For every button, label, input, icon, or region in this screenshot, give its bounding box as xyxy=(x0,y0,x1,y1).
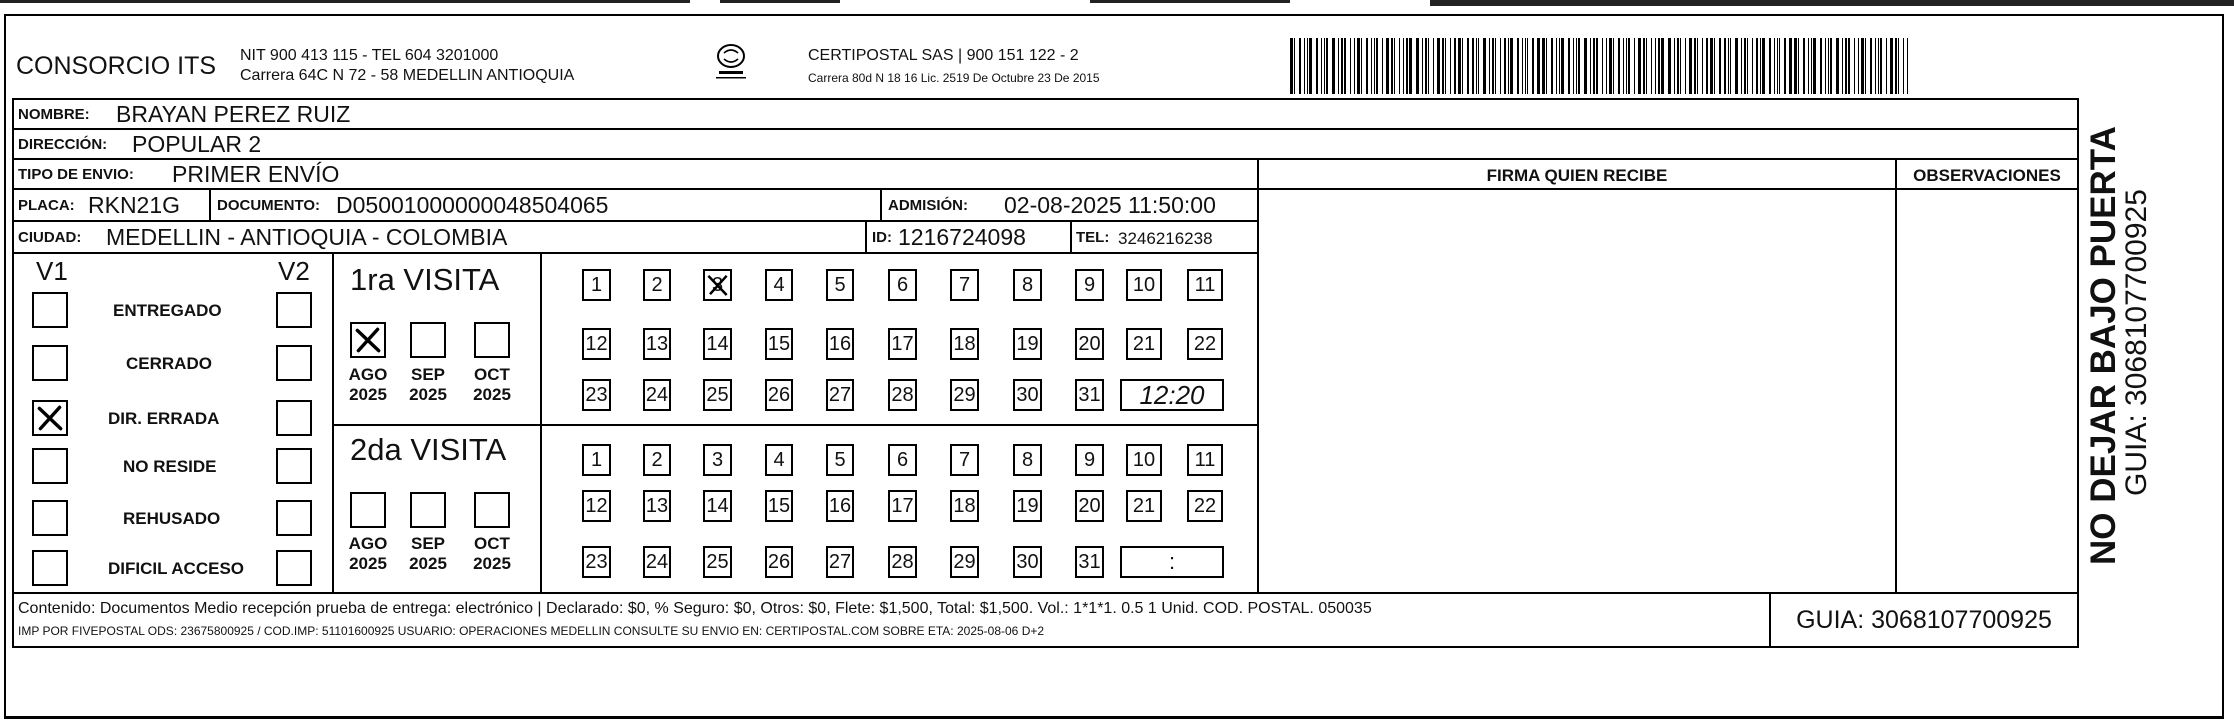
company-name: CONSORCIO ITS xyxy=(16,52,217,80)
day-box[interactable]: 2 xyxy=(643,444,671,476)
row-direccion xyxy=(12,128,2079,160)
day-box[interactable]: 31 xyxy=(1075,546,1104,578)
first-visit-title: 1ra VISITA xyxy=(350,262,500,297)
day-box[interactable]: 22 xyxy=(1187,328,1223,360)
status-label: CERRADO xyxy=(126,354,212,373)
day-box[interactable]: 2 xyxy=(643,269,671,301)
v2-heading: V2 xyxy=(278,256,310,286)
v2-checkbox[interactable] xyxy=(276,500,312,536)
day-box[interactable]: 4 xyxy=(765,269,793,301)
day-box[interactable]: 8 xyxy=(1013,444,1042,476)
tel-label: TEL: xyxy=(1076,229,1110,246)
firma-label: FIRMA QUIEN RECIBE xyxy=(1486,166,1668,185)
v2-checkbox[interactable] xyxy=(276,550,312,586)
day-box[interactable]: 23 xyxy=(582,546,611,578)
ciudad-label: CIUDAD: xyxy=(18,229,82,246)
day-box[interactable]: 12 xyxy=(582,490,611,522)
month-checkbox[interactable] xyxy=(474,322,510,358)
day-box[interactable]: 25 xyxy=(703,546,732,578)
placa-label: PLACA: xyxy=(18,197,75,214)
day-box[interactable]: 15 xyxy=(765,490,793,522)
footer-line1: Contenido: Documentos Medio recepción prueba de entrega: electrónico | Declarado: $0, % Seguro: $0, Otros: $0, Flete: $1,500, Total: $1,500. Vol.: 1*1*1. 0.5 1 Unid. COD. POSTAL. 050035 xyxy=(18,600,1372,617)
day-box[interactable]: 13 xyxy=(643,328,671,360)
day-box[interactable]: 25 xyxy=(703,379,732,411)
v2-checkbox[interactable] xyxy=(276,345,312,381)
admision-value: 02-08-2025 11:50:00 xyxy=(1004,192,1216,218)
day-box[interactable]: 29 xyxy=(950,546,979,578)
v2-checkbox[interactable] xyxy=(276,448,312,484)
observaciones-header xyxy=(1895,158,2079,190)
day-box[interactable]: 9 xyxy=(1075,269,1104,301)
v1-checkbox[interactable] xyxy=(32,500,68,536)
day-box[interactable]: 20 xyxy=(1075,328,1104,360)
day-box[interactable]: 17 xyxy=(888,490,917,522)
barcode xyxy=(1290,38,1920,94)
tipo-value: PRIMER ENVÍO xyxy=(172,161,340,187)
day-box[interactable]: 14 xyxy=(703,490,732,522)
day-box[interactable]: 20 xyxy=(1075,490,1104,522)
direccion-label: DIRECCIÓN: xyxy=(18,136,108,153)
firma-header xyxy=(1257,158,1897,190)
v1-checkbox[interactable] xyxy=(32,400,68,436)
company-nit: NIT 900 413 115 - TEL 604 3201000 xyxy=(240,47,499,64)
row-ciudad xyxy=(12,220,1259,254)
day-box[interactable]: 26 xyxy=(765,379,793,411)
ciudad-value: MEDELLIN - ANTIOQUIA - COLOMBIA xyxy=(106,224,508,250)
firma-area xyxy=(1257,188,1897,594)
day-box[interactable]: 11 xyxy=(1187,444,1223,476)
day-box[interactable]: 9 xyxy=(1075,444,1104,476)
status-label: REHUSADO xyxy=(123,509,221,528)
day-box[interactable]: 28 xyxy=(888,379,917,411)
v1-checkbox[interactable] xyxy=(32,345,68,381)
day-box[interactable]: 17 xyxy=(888,328,917,360)
id-label: ID: xyxy=(872,229,892,246)
month-label: AGO 2025 xyxy=(348,534,388,573)
row-tipo xyxy=(12,158,1259,190)
observaciones-area xyxy=(1895,188,2079,594)
month-checkbox[interactable] xyxy=(474,492,510,528)
scan-edge xyxy=(0,0,2234,6)
day-box[interactable]: 13 xyxy=(643,490,671,522)
day-box[interactable]: 30 xyxy=(1013,546,1042,578)
nombre-value: BRAYAN PEREZ RUIZ xyxy=(116,101,351,127)
day-box[interactable]: 1 xyxy=(582,269,611,301)
day-box[interactable]: 8 xyxy=(1013,269,1042,301)
status-label: DIFICIL ACCESO xyxy=(108,559,245,578)
nombre-label: NOMBRE: xyxy=(18,106,90,123)
company-address: Carrera 64C N 72 - 58 MEDELLIN ANTIOQUIA xyxy=(240,67,575,84)
day-box[interactable]: 3 xyxy=(703,444,732,476)
day-box[interactable]: 27 xyxy=(826,546,854,578)
first-visit-time[interactable]: 12:20 xyxy=(1120,379,1224,411)
month-label: SEP 2025 xyxy=(409,534,447,573)
courier-name: CERTIPOSTAL SAS | 900 151 122 - 2 xyxy=(808,47,1079,64)
row-nombre xyxy=(12,98,2079,130)
courier-license: Carrera 80d N 18 16 Lic. 2519 De Octubre 23 De 2015 xyxy=(808,71,1100,85)
day-box[interactable]: 27 xyxy=(826,379,854,411)
day-box[interactable]: 24 xyxy=(643,379,671,411)
v1-checkbox[interactable] xyxy=(32,448,68,484)
documento-label: DOCUMENTO: xyxy=(217,197,321,214)
month-checkbox[interactable] xyxy=(410,492,446,528)
day-box[interactable]: 18 xyxy=(950,328,979,360)
tel-value: 3246216238 xyxy=(1118,229,1213,248)
direccion-value: POPULAR 2 xyxy=(132,131,262,157)
v1-checkbox[interactable] xyxy=(32,550,68,586)
day-box[interactable]: 16 xyxy=(826,328,854,360)
v1-checkbox[interactable] xyxy=(32,292,68,328)
day-box[interactable]: 6 xyxy=(888,444,917,476)
day-box[interactable]: 29 xyxy=(950,379,979,411)
id-value: 1216724098 xyxy=(898,224,1026,250)
day-box[interactable]: 10 xyxy=(1126,444,1162,476)
month-label: AGO 2025 xyxy=(348,365,388,404)
day-box[interactable]: 6 xyxy=(888,269,917,301)
day-box[interactable]: 3 xyxy=(703,269,732,301)
month-label: OCT 2025 xyxy=(473,365,511,404)
day-box[interactable]: 1 xyxy=(582,444,611,476)
day-box[interactable]: 22 xyxy=(1187,490,1223,522)
month-checkbox[interactable] xyxy=(410,322,446,358)
day-box[interactable]: 7 xyxy=(950,444,979,476)
day-box[interactable]: 28 xyxy=(888,546,917,578)
side-warning: NO DEJAR BAJO PUERTA xyxy=(2084,126,2123,565)
day-box[interactable]: 19 xyxy=(1013,328,1042,360)
day-box[interactable]: 31 xyxy=(1075,379,1104,411)
second-visit-time[interactable]: : xyxy=(1120,546,1224,578)
day-box[interactable]: 11 xyxy=(1187,269,1223,301)
certipostal-logo xyxy=(706,40,756,90)
footer-guia: GUIA: 3068107700925 xyxy=(1796,606,2052,634)
month-checkbox[interactable] xyxy=(350,322,386,358)
footer-line2: IMP POR FIVEPOSTAL ODS: 23675800925 / COD.IMP: 51101600925 USUARIO: OPERACIONES MEDELLIN CONSULTE SU ENVIO EN: CERTIPOSTAL.COM SOBRE ETA: 2025-08-06 D+2 xyxy=(18,624,1045,638)
status-label: ENTREGADO xyxy=(113,301,222,320)
day-box[interactable]: 5 xyxy=(826,444,854,476)
footer-guia-box xyxy=(1769,592,2079,648)
day-box[interactable]: 21 xyxy=(1126,490,1162,522)
v1-heading: V1 xyxy=(36,256,68,286)
month-label: OCT 2025 xyxy=(473,534,511,573)
day-box[interactable]: 23 xyxy=(582,379,611,411)
day-box[interactable]: 30 xyxy=(1013,379,1042,411)
placa-value: RKN21G xyxy=(88,192,181,218)
v2-checkbox[interactable] xyxy=(276,292,312,328)
row-placa xyxy=(12,188,1259,222)
day-box[interactable]: 4 xyxy=(765,444,793,476)
day-box[interactable]: 16 xyxy=(826,490,854,522)
day-box[interactable]: 5 xyxy=(826,269,854,301)
day-box[interactable]: 15 xyxy=(765,328,793,360)
day-box[interactable]: 7 xyxy=(950,269,979,301)
documento-value: D05001000000048504065 xyxy=(336,192,609,218)
month-checkbox[interactable] xyxy=(350,492,386,528)
day-box[interactable]: 26 xyxy=(765,546,793,578)
day-box[interactable]: 14 xyxy=(703,328,732,360)
admision-label: ADMISIÓN: xyxy=(888,197,968,214)
day-box[interactable]: 19 xyxy=(1013,490,1042,522)
tipo-label: TIPO DE ENVIO: xyxy=(18,166,134,183)
month-label: SEP 2025 xyxy=(409,365,447,404)
status-label: NO RESIDE xyxy=(123,457,217,476)
observaciones-label: OBSERVACIONES xyxy=(1913,166,2061,185)
day-box[interactable]: 10 xyxy=(1126,269,1162,301)
day-box[interactable]: 24 xyxy=(643,546,671,578)
v2-checkbox[interactable] xyxy=(276,400,312,436)
second-visit-title: 2da VISITA xyxy=(350,432,507,467)
side-guia: GUIA: 3068107700925 xyxy=(2120,189,2153,496)
day-box[interactable]: 12 xyxy=(582,328,611,360)
status-label: DIR. ERRADA xyxy=(108,409,220,428)
footer-content xyxy=(12,592,1771,648)
day-box[interactable]: 18 xyxy=(950,490,979,522)
day-box[interactable]: 21 xyxy=(1126,328,1162,360)
